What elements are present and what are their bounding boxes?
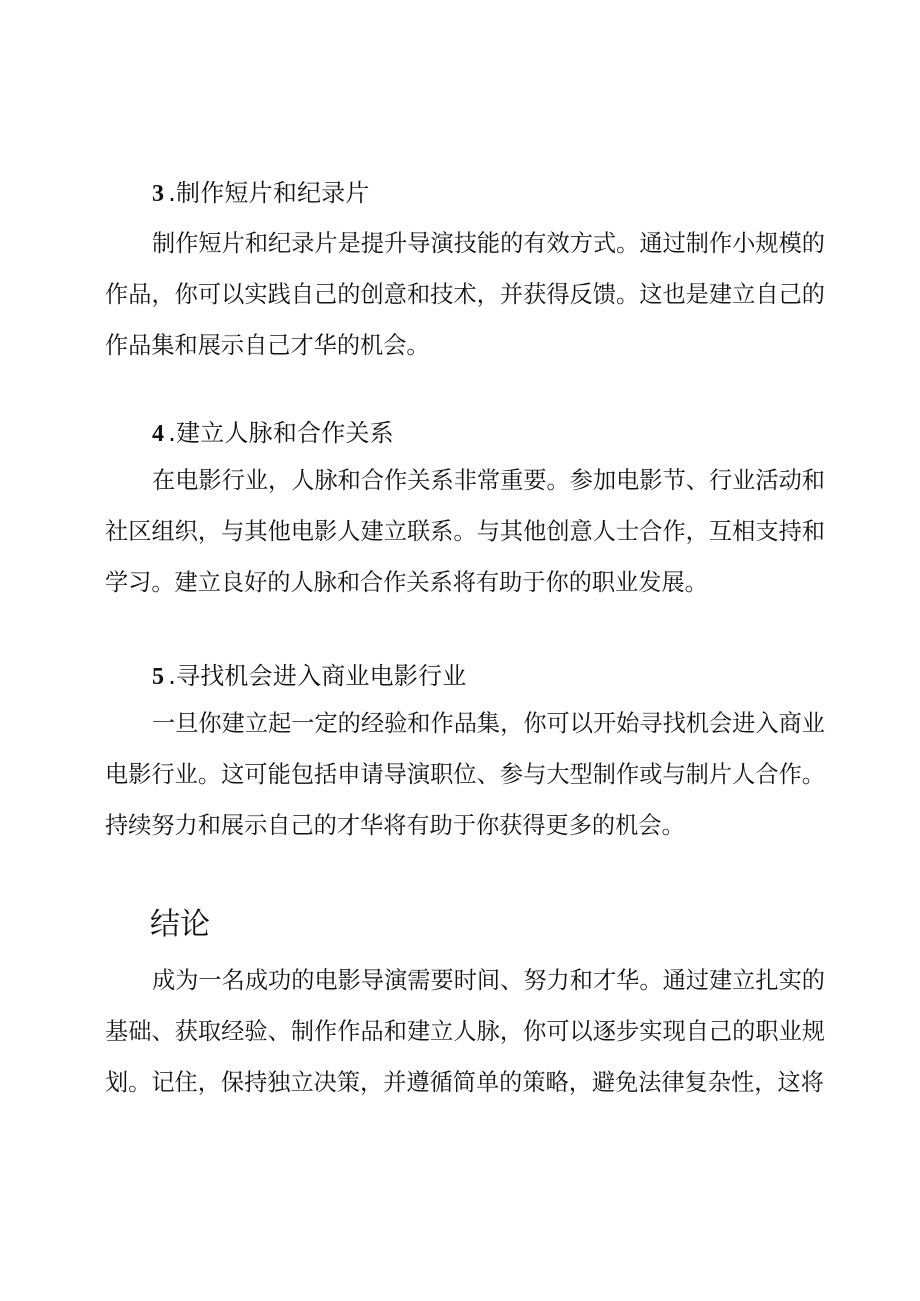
section-4-heading [152,418,394,449]
section-3-title: .制作短片和纪录片 [168,179,370,207]
section-3-heading [152,178,370,209]
section-5-number: 5 [152,664,165,690]
conclusion-body: 成为一名成功的电影导演需要时间、努力和才华。通过建立扎实的基础、获取经验、制作作品和建立人脉，你可以逐步实现自己的职业规划。记住，保持独立决策，并遵循简单的策略，避免法律复杂性，这将 [105,967,825,1096]
section-4-title: .建立人脉和合作关系 [168,419,394,447]
section-3-body: 制作短片和纪录片是提升导演技能的有效方式。通过制作小规模的作品，你可以实践自己的创意和技术，并获得反馈。这也是建立自己的作品集和展示自己才华的机会。 [105,230,825,359]
section-4-number: 4 [152,421,165,447]
section-5-body: 一旦你建立起一定的经验和作品集，你可以开始寻找机会进入商业电影行业。这可能包括申请导演职位、参与大型制作或与制片人合作。持续努力和展示自己的才华将有助于你获得更多的机会。 [105,710,825,839]
conclusion-heading: 结论 [150,907,210,942]
section-3-number: 3 [152,181,165,207]
section-4-body: 在电影行业，人脉和合作关系非常重要。参加电影节、行业活动和社区组织，与其他电影人建立联系。与其他创意人士合作，互相支持和学习。建立良好的人脉和合作关系将有助于你的职业发展。 [105,467,825,596]
section-5-heading [152,661,466,692]
section-5-title: .寻找机会进入商业电影行业 [168,662,467,690]
